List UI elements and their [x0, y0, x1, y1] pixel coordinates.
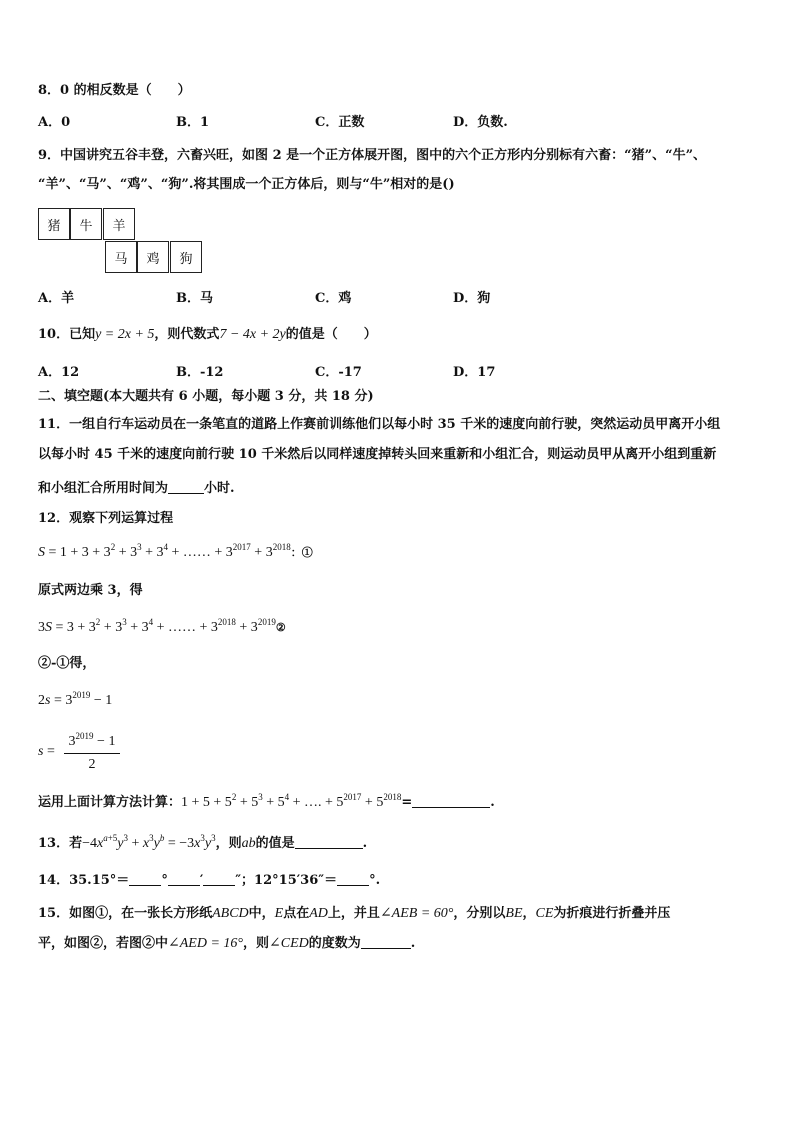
- q8-option-a: A．0: [38, 115, 71, 130]
- q15-rect-abcd: ABCD: [212, 906, 249, 921]
- q8-option-d: D．负数.: [453, 115, 508, 130]
- q12-eq4-lhs: s =: [38, 744, 55, 759]
- q10-prefix: 10．已知: [38, 327, 96, 342]
- q12-eq4-denominator: 2: [88, 757, 96, 772]
- q14-text-c: ′: [199, 873, 204, 888]
- q15-line2-text-a: 平，如图②，若图②中: [38, 936, 169, 951]
- q15-angle-ced: ∠CED: [269, 936, 309, 951]
- q14-blank-seconds: [203, 873, 235, 886]
- q12-eq3-formula: $2s = 3^{2019} - 1$: [38, 690, 113, 708]
- q14-blank-minutes: [168, 873, 200, 886]
- q13-answer-blank: [295, 836, 363, 849]
- q12-apply-end: .: [490, 795, 495, 810]
- q12-apply: [38, 792, 495, 811]
- q12-multiply-text: 原式两边乘 3，得: [38, 583, 143, 598]
- q14-text-a: 14．35.15°＝: [38, 873, 130, 888]
- q9-option-d: D．狗: [453, 291, 491, 306]
- q12-apply-equals: =: [401, 795, 413, 810]
- net-cell-dog: 狗: [170, 241, 202, 273]
- q12-eq2-mark: ②: [275, 621, 286, 634]
- q15-line2-text-c: 的度数为: [308, 936, 361, 951]
- q13-prefix: 13．若: [38, 836, 83, 851]
- q10-option-b: B．-12: [176, 365, 224, 380]
- q12-eq4-fraction-bar: [64, 753, 120, 754]
- q10-option-c: C．-17: [315, 365, 362, 380]
- q10-expression: 7 − 4x + 2y: [219, 327, 286, 342]
- q12-apply-text: 运用上面计算方法计算：: [38, 795, 182, 810]
- net-cell-chicken: 鸡: [137, 241, 169, 273]
- q13-equation: $-4x^{a+5}y^3 + x^3y^b = -3x^3y^3$: [82, 833, 216, 851]
- q10-option-d: D．17: [453, 365, 496, 380]
- q15-line1-text-f: ，: [522, 906, 536, 921]
- q15-line2-text-d: .: [410, 936, 416, 951]
- q15-line1-text-c: 点在: [283, 906, 310, 921]
- q9-option-a: A．羊: [38, 291, 75, 306]
- q10-suffix: 的值是（ ）: [285, 327, 377, 342]
- net-cell-horse: 马: [105, 241, 137, 273]
- net-cell-sheep: 羊: [103, 208, 135, 240]
- q15-line2: [38, 936, 415, 952]
- q14-blank-decimal-degrees: [337, 873, 369, 886]
- q13-middle: ，则: [215, 836, 242, 851]
- q13-ab: ab: [241, 836, 256, 851]
- q15-line1-text-e: ，分别以: [453, 906, 506, 921]
- q12-equation-2: [38, 617, 286, 636]
- q9-stem-line1: 9．中国讲究五谷丰登，六畜兴旺，如图 2 是一个正方体展开图，图中的六个正方形内分别标有六畜：“猪”、“牛”、: [38, 148, 707, 163]
- q15-angle-aed: ∠AED = 16°: [168, 936, 244, 951]
- q9-option-b: B．马: [176, 291, 213, 306]
- q12-eq1-formula: $S = 1 + 3 + 3^2 + 3^3 + 3^4$ + …… + $3^{2017} + 3^{2018}$: [38, 542, 291, 560]
- q15-point-e: E: [274, 906, 284, 921]
- q12-eq4-numerator: $3^{2019} - 1$: [68, 731, 116, 749]
- q8-option-b: B．1: [176, 115, 210, 130]
- q12-equation-4: [38, 731, 138, 776]
- q14-blank-degrees: [129, 873, 161, 886]
- q14-stem: [38, 873, 380, 889]
- q8-stem: 8．0 的相反数是（ ）: [38, 83, 191, 98]
- q14-text-b: °: [161, 873, 168, 888]
- q15-segment-be: BE: [505, 906, 523, 921]
- q15-line1-text-d: 上，并且: [327, 906, 380, 921]
- q10-given-equation: y = 2x + 5: [95, 327, 155, 342]
- q13-stem: [38, 833, 368, 852]
- section-heading-fill-in: 二、填空题(本大题共有 6 小题，每小题 3 分，共 18 分): [38, 389, 374, 404]
- q12-eq1-mark: ：①: [290, 546, 313, 559]
- q12-answer-blank: [412, 795, 490, 808]
- q11-line3: [38, 481, 235, 497]
- q12-subtract-text: ②-①得，: [38, 656, 96, 671]
- q15-line1-text-b: 中，: [248, 906, 275, 921]
- q10-option-a: A．12: [38, 365, 80, 380]
- q12-apply-formula: $1 + 5 + 5^2 + 5^3 + 5^4$ + …. + $5^{2017} + 5^{2018}$: [181, 792, 402, 810]
- q10-stem: [38, 327, 377, 343]
- q15-line2-text-b: ，则: [243, 936, 270, 951]
- q8-option-c: C．正数: [315, 115, 365, 130]
- q11-line1: 11．一组自行车运动员在一条笔直的道路上作赛前训练他们以每小时 35 千米的速度向前行驶，突然运动员甲离开小组: [38, 417, 721, 432]
- q12-equation-1: [38, 542, 313, 561]
- q15-answer-blank: [361, 936, 411, 949]
- q15-segment-ce: CE: [535, 906, 554, 921]
- q13-suffix: 的值是: [255, 836, 295, 851]
- q15-line1-text-g: 为折痕进行折叠并压: [553, 906, 671, 921]
- q15-angle-aeb: ∠AEB = 60°: [379, 906, 454, 921]
- q11-line3-text: 和小组汇合所用时间为: [38, 481, 169, 496]
- q15-line1-text-a: 15．如图①，在一张长方形纸: [38, 906, 213, 921]
- q14-text-d: ″；12°15′36″＝: [235, 873, 338, 888]
- q12-equation-3: [38, 690, 113, 709]
- q11-line2: 以每小时 45 千米的速度向前行驶 10 千米然后以同样速度掉转头回来重新和小组汇合，则运动员甲从离开小组到重新: [38, 447, 717, 462]
- q12-eq2-formula: $3S = 3 + 3^2 + 3^3 + 3^4$ + …… + $3^{2018} + 3^{2019}$: [38, 617, 276, 635]
- q14-text-e: °.: [369, 873, 381, 888]
- q12-title: 12．观察下列运算过程: [38, 511, 174, 526]
- q9-option-c: C．鸡: [315, 291, 352, 306]
- q13-end: .: [362, 836, 368, 851]
- q11-answer-blank: [168, 481, 204, 494]
- q15-line1: [38, 906, 670, 922]
- q10-middle: ，则代数式: [154, 327, 220, 342]
- net-cell-pig: 猪: [38, 208, 70, 240]
- q15-segment-ad: AD: [309, 906, 328, 921]
- net-cell-ox: 牛: [70, 208, 102, 240]
- q11-line3-unit: 小时.: [204, 481, 235, 496]
- q9-stem-line2: “羊”、“马”、“鸡”、“狗”.将其围成一个正方体后，则与“牛”相对的是(): [38, 177, 455, 192]
